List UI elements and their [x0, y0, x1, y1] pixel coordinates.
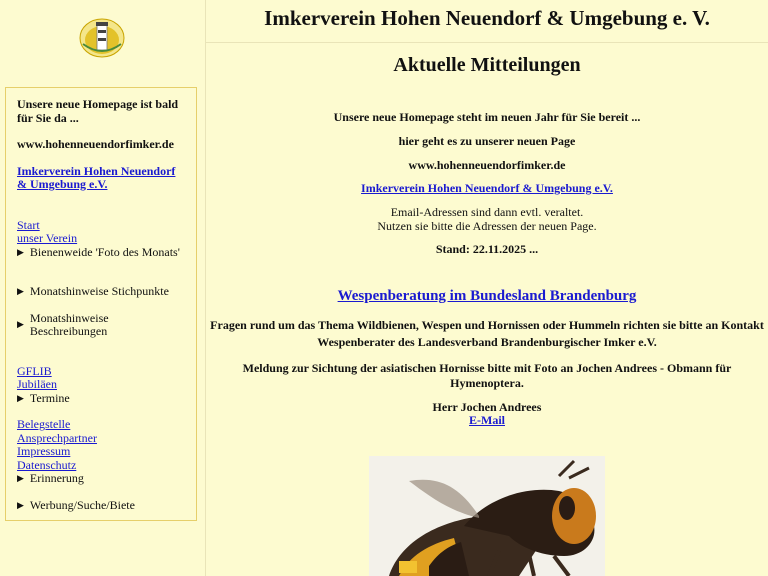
sidebar-item-bienenweide[interactable] [17, 246, 186, 260]
sidebar-item-termine[interactable] [17, 392, 186, 406]
sidebar-notice: Unsere neue Homepage ist bald für Sie da ... [17, 97, 179, 125]
sidebar-item-label: Werbung/Suche/Biete [29, 497, 135, 512]
page-title: Aktuelle Mitteilungen [393, 54, 581, 76]
sidebar-item-monatshinweise-beschreibungen[interactable] [17, 312, 186, 339]
new-website: www.hohenneuendorfimker.de [408, 158, 566, 172]
beehive-logo-icon[interactable] [77, 14, 127, 58]
sidebar-item-erinnerung[interactable] [17, 472, 186, 486]
sidebar-website: www.hohenneuendorfimker.de [17, 137, 174, 151]
stand-date: Stand: 22.11.2025 ... [435, 242, 539, 256]
sidebar-item-gflib[interactable]: GFLIB [17, 363, 52, 378]
sidebar-org-link[interactable]: Imkerverein Hohen Neuendorf & Umgebung e.V. [17, 163, 176, 191]
email-note-1: Email-Adressen sind dann evtl. veraltet. [390, 205, 584, 219]
new-page-hint: hier geht es zu unserer neuen Page [398, 134, 576, 148]
contact-name: Herr Jochen Andrees [432, 400, 542, 414]
left-sidebar [0, 0, 206, 576]
org-link[interactable]: Imkerverein Hohen Neuendorf & Umgebung e.V. [361, 181, 613, 195]
wasp-advice-link[interactable]: Wespenberatung im Bundesland Brandenburg [337, 288, 637, 304]
sidebar-item-label: Termine [29, 390, 70, 405]
sidebar-item-jubilaeen[interactable]: Jubiläen [17, 377, 57, 391]
sidebar-item-ansprechpartner[interactable]: Ansprechpartner [17, 430, 97, 445]
sidebar-item-label: Erinnerung [29, 471, 84, 485]
triangle-right-icon: ▶ [17, 246, 24, 257]
sidebar-item-start[interactable]: Start [17, 217, 40, 232]
wasp-text-1: Fragen rund um das Thema Wildbienen, Wespen und Hornissen oder Hummeln richten sie bitte an Kontakt [210, 318, 764, 332]
site-title: Imkerverein Hohen Neuendorf & Umgebung e. V. [264, 6, 710, 30]
email-note-2: Nutzen sie bitte die Adressen der neuen Page. [377, 219, 597, 233]
triangle-right-icon: ▶ [17, 392, 24, 403]
triangle-right-icon: ▶ [17, 286, 24, 296]
main-content [206, 43, 768, 576]
sidebar-item-unser-verein[interactable]: unser Verein [17, 231, 78, 245]
announcement-line: Unsere neue Homepage steht im neuen Jahr für Sie bereit ... [333, 110, 641, 124]
hornet-text: Meldung zur Sichtung der asiatischen Hornisse bitte mit Foto an Jochen Andrees - Obmann für Hymenoptera. [242, 361, 732, 390]
sidebar-item-monatshinweise-stichpunkte[interactable] [17, 285, 186, 299]
triangle-right-icon: ▶ [17, 319, 24, 330]
navigation-menu [5, 87, 197, 521]
sidebar-item-label: Monatshinweise Beschreibungen [29, 310, 109, 338]
sidebar-item-label: Monatshinweise Stichpunkte [29, 284, 169, 298]
sidebar-item-impressum[interactable]: Impressum [17, 444, 71, 458]
triangle-right-icon: ▶ [17, 499, 24, 510]
wasp-text-2: Wespenberater des Landesverband Brandenburgischer Imker e.V. [317, 335, 657, 349]
hornet-photo [369, 456, 605, 576]
page-header [206, 0, 768, 43]
sidebar-item-datenschutz[interactable]: Datenschutz [17, 457, 77, 472]
sidebar-item-belegstelle[interactable]: Belegstelle [17, 417, 71, 431]
email-link[interactable]: E-Mail [469, 413, 505, 427]
triangle-right-icon: ▶ [17, 473, 24, 483]
sidebar-item-werbung[interactable] [17, 499, 186, 513]
sidebar-item-label: Bienenweide 'Foto des Monats' [29, 244, 180, 259]
